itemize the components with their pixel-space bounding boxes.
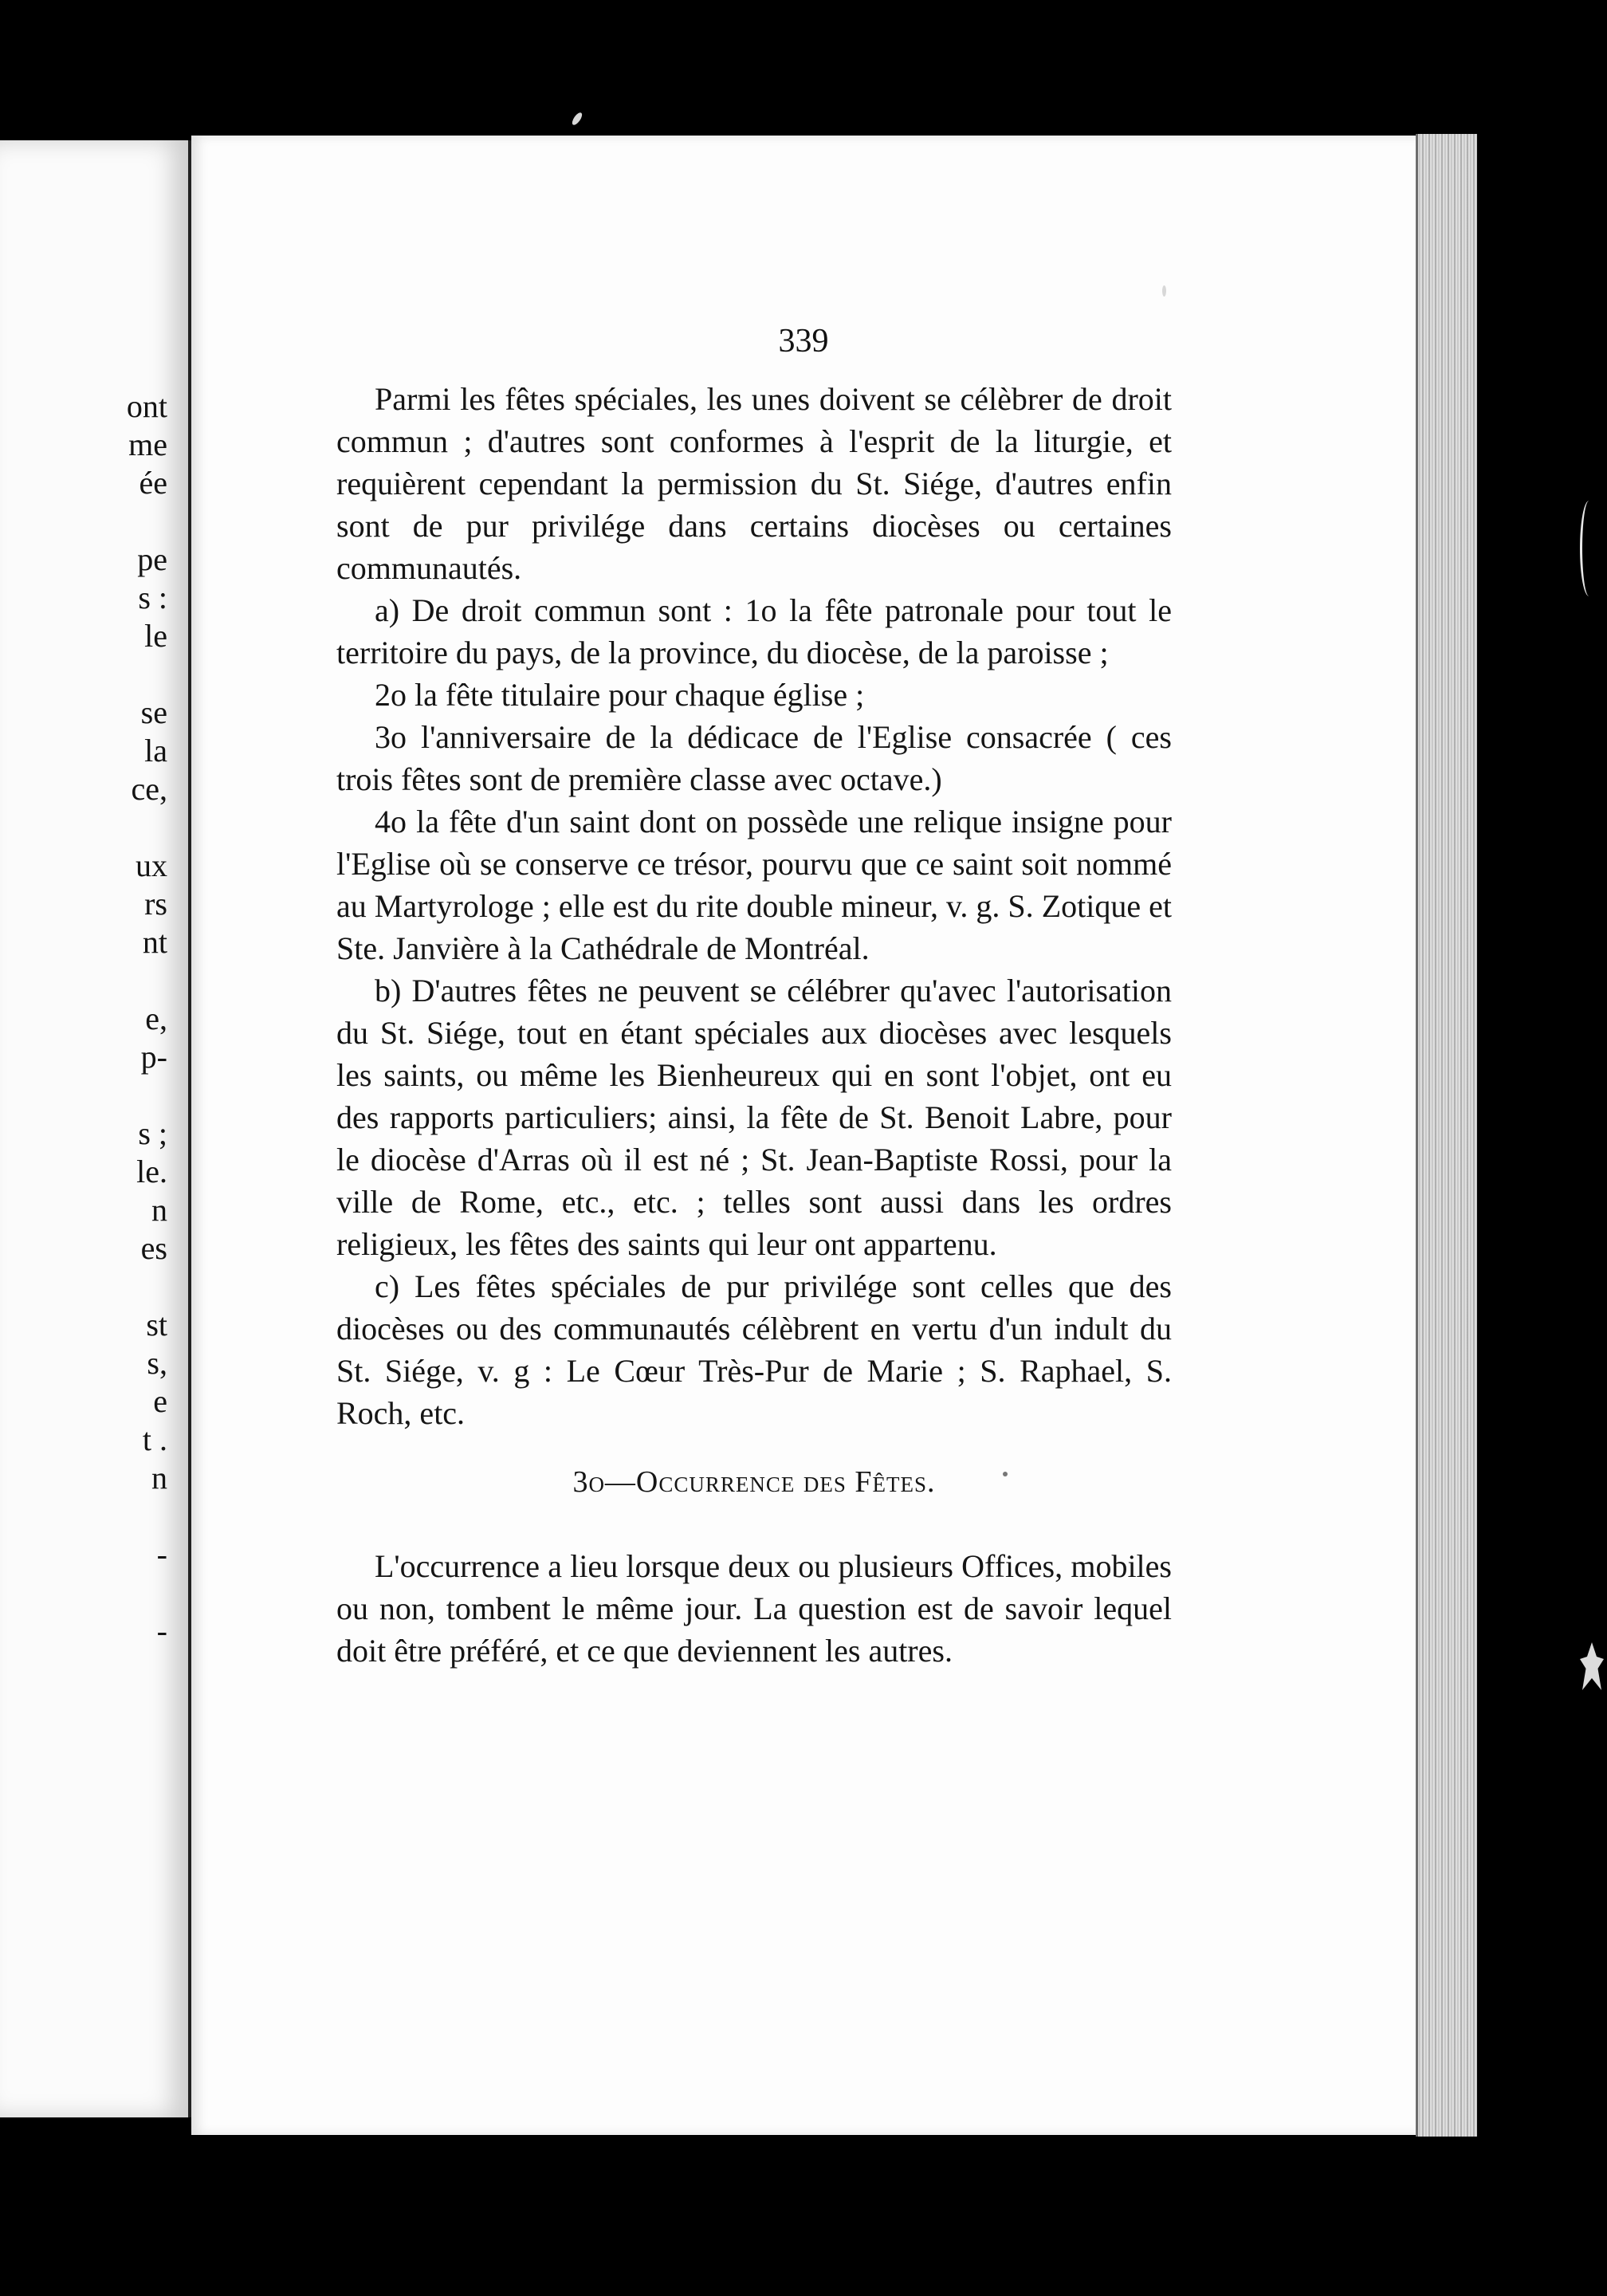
left-fragment-line: [72, 655, 167, 694]
section-heading: 3o—Occurrence des Fêtes.: [572, 1465, 936, 1499]
paragraph-4o: 4o la fête d'un saint dont on possède une relique insigne pour l'Eglise où se conserve ce trésor, pourvu que ce saint soit nommé au Martyrologe ; elle est du rite double mineur, v. g. S. Zotique et Ste. Janvière à la Cathédrale de Montréal.: [336, 804, 1172, 966]
left-fragment-line: [72, 502, 167, 541]
left-fragment-line: e: [153, 1383, 167, 1419]
left-fragment-line: [72, 1076, 167, 1115]
left-fragment-line: ux: [136, 847, 167, 883]
scan-dust: [1003, 1472, 1008, 1476]
left-fragment-line: [72, 1574, 167, 1612]
left-page-text-fragments: [72, 387, 167, 1650]
paragraph-a: a) De droit commun sont : 1o la fête patronale pour tout le territoire du pays, de la province, du diocèse, de la paroisse ;: [336, 592, 1172, 670]
page-edges: [1416, 134, 1477, 2137]
left-fragment-line: -: [156, 1536, 167, 1572]
scan-dust: [571, 111, 584, 126]
left-fragment-line: -: [156, 1613, 167, 1649]
edge-mark: [1580, 501, 1598, 596]
left-page-fragment: [0, 140, 193, 2117]
left-fragment-line: me: [128, 427, 167, 462]
left-fragment-line: ce,: [131, 771, 167, 807]
left-fragment-line: n: [151, 1460, 167, 1496]
left-fragment-line: p-: [140, 1039, 167, 1075]
left-fragment-line: ont: [126, 388, 167, 424]
left-fragment-line: s ;: [138, 1115, 167, 1151]
left-fragment-line: [72, 1268, 167, 1306]
page-number: 339: [778, 323, 829, 360]
left-fragment-line: [72, 808, 167, 847]
left-fragment-line: nt: [142, 924, 167, 960]
left-fragment-line: es: [140, 1230, 167, 1266]
left-fragment-line: e,: [145, 1001, 167, 1036]
final-paragraph: L'occurrence a lieu lorsque deux ou plusieurs Offices, mobiles ou non, tombent le même jour. La question est de savoir lequel doit être préféré, et ce que deviennent les autres.: [336, 1548, 1172, 1669]
left-fragment-line: la: [144, 733, 167, 769]
paragraph-b: b) D'autres fêtes ne peuvent se célébrer qu'avec l'autorisation du St. Siége, tout en étant spéciales aux diocèses avec lesquels les saints, ou même les Bienheureux qui en sont l'objet, ont eu des rapports particuliers; ainsi, la fête de St. Benoit Labre, pour le diocèse d'Arras où il est né ; St. Jean-Baptiste Rossi, pour la ville de Rome, etc., etc. ; telles sont aussi dans les ordres religieux, les fêtes des saints qui leur ont appartenu.: [336, 973, 1172, 1262]
left-fragment-line: [72, 1497, 167, 1535]
left-fragment-line: rs: [144, 886, 167, 922]
left-fragment-line: s :: [138, 580, 167, 615]
left-fragment-line: n: [151, 1192, 167, 1228]
left-fragment-line: [72, 961, 167, 1000]
scan-dust: [1162, 285, 1166, 297]
page-text-block: [336, 378, 1172, 1672]
left-fragment-line: s,: [147, 1345, 167, 1381]
left-fragment-line: t .: [142, 1421, 167, 1457]
left-fragment-line: le: [144, 618, 167, 654]
left-fragment-line: le.: [136, 1154, 167, 1189]
paragraph-1: Parmi les fêtes spéciales, les unes doivent se célèbrer de droit commun ; d'autres sont conformes à l'esprit de la liturgie, et requièrent cependant la permission du St. Siége, d'autres enfin sont de pur privilége dans certains diocèses ou certaines communautés.: [336, 381, 1172, 586]
left-fragment-line: ée: [139, 465, 167, 501]
left-fragment-line: pe: [137, 541, 167, 577]
left-fragment-line: st: [146, 1307, 167, 1343]
paragraph-2o: 2o la fête titulaire pour chaque église ;: [375, 677, 865, 713]
edge-star-mark: [1580, 1642, 1604, 1690]
left-fragment-line: se: [140, 694, 167, 730]
paragraph-c: c) Les fêtes spéciales de pur privilége sont celles que des diocèses ou des communautés célèbrent en vertu d'un indult du St. Siége, v. g : Le Cœur Très-Pur de Marie ; S. Raphael, S. Roch, etc.: [336, 1268, 1172, 1431]
paragraph-3o: 3o l'anniversaire de la dédicace de l'Eglise consacrée ( ces trois fêtes sont de première classe avec octave.): [336, 719, 1172, 797]
